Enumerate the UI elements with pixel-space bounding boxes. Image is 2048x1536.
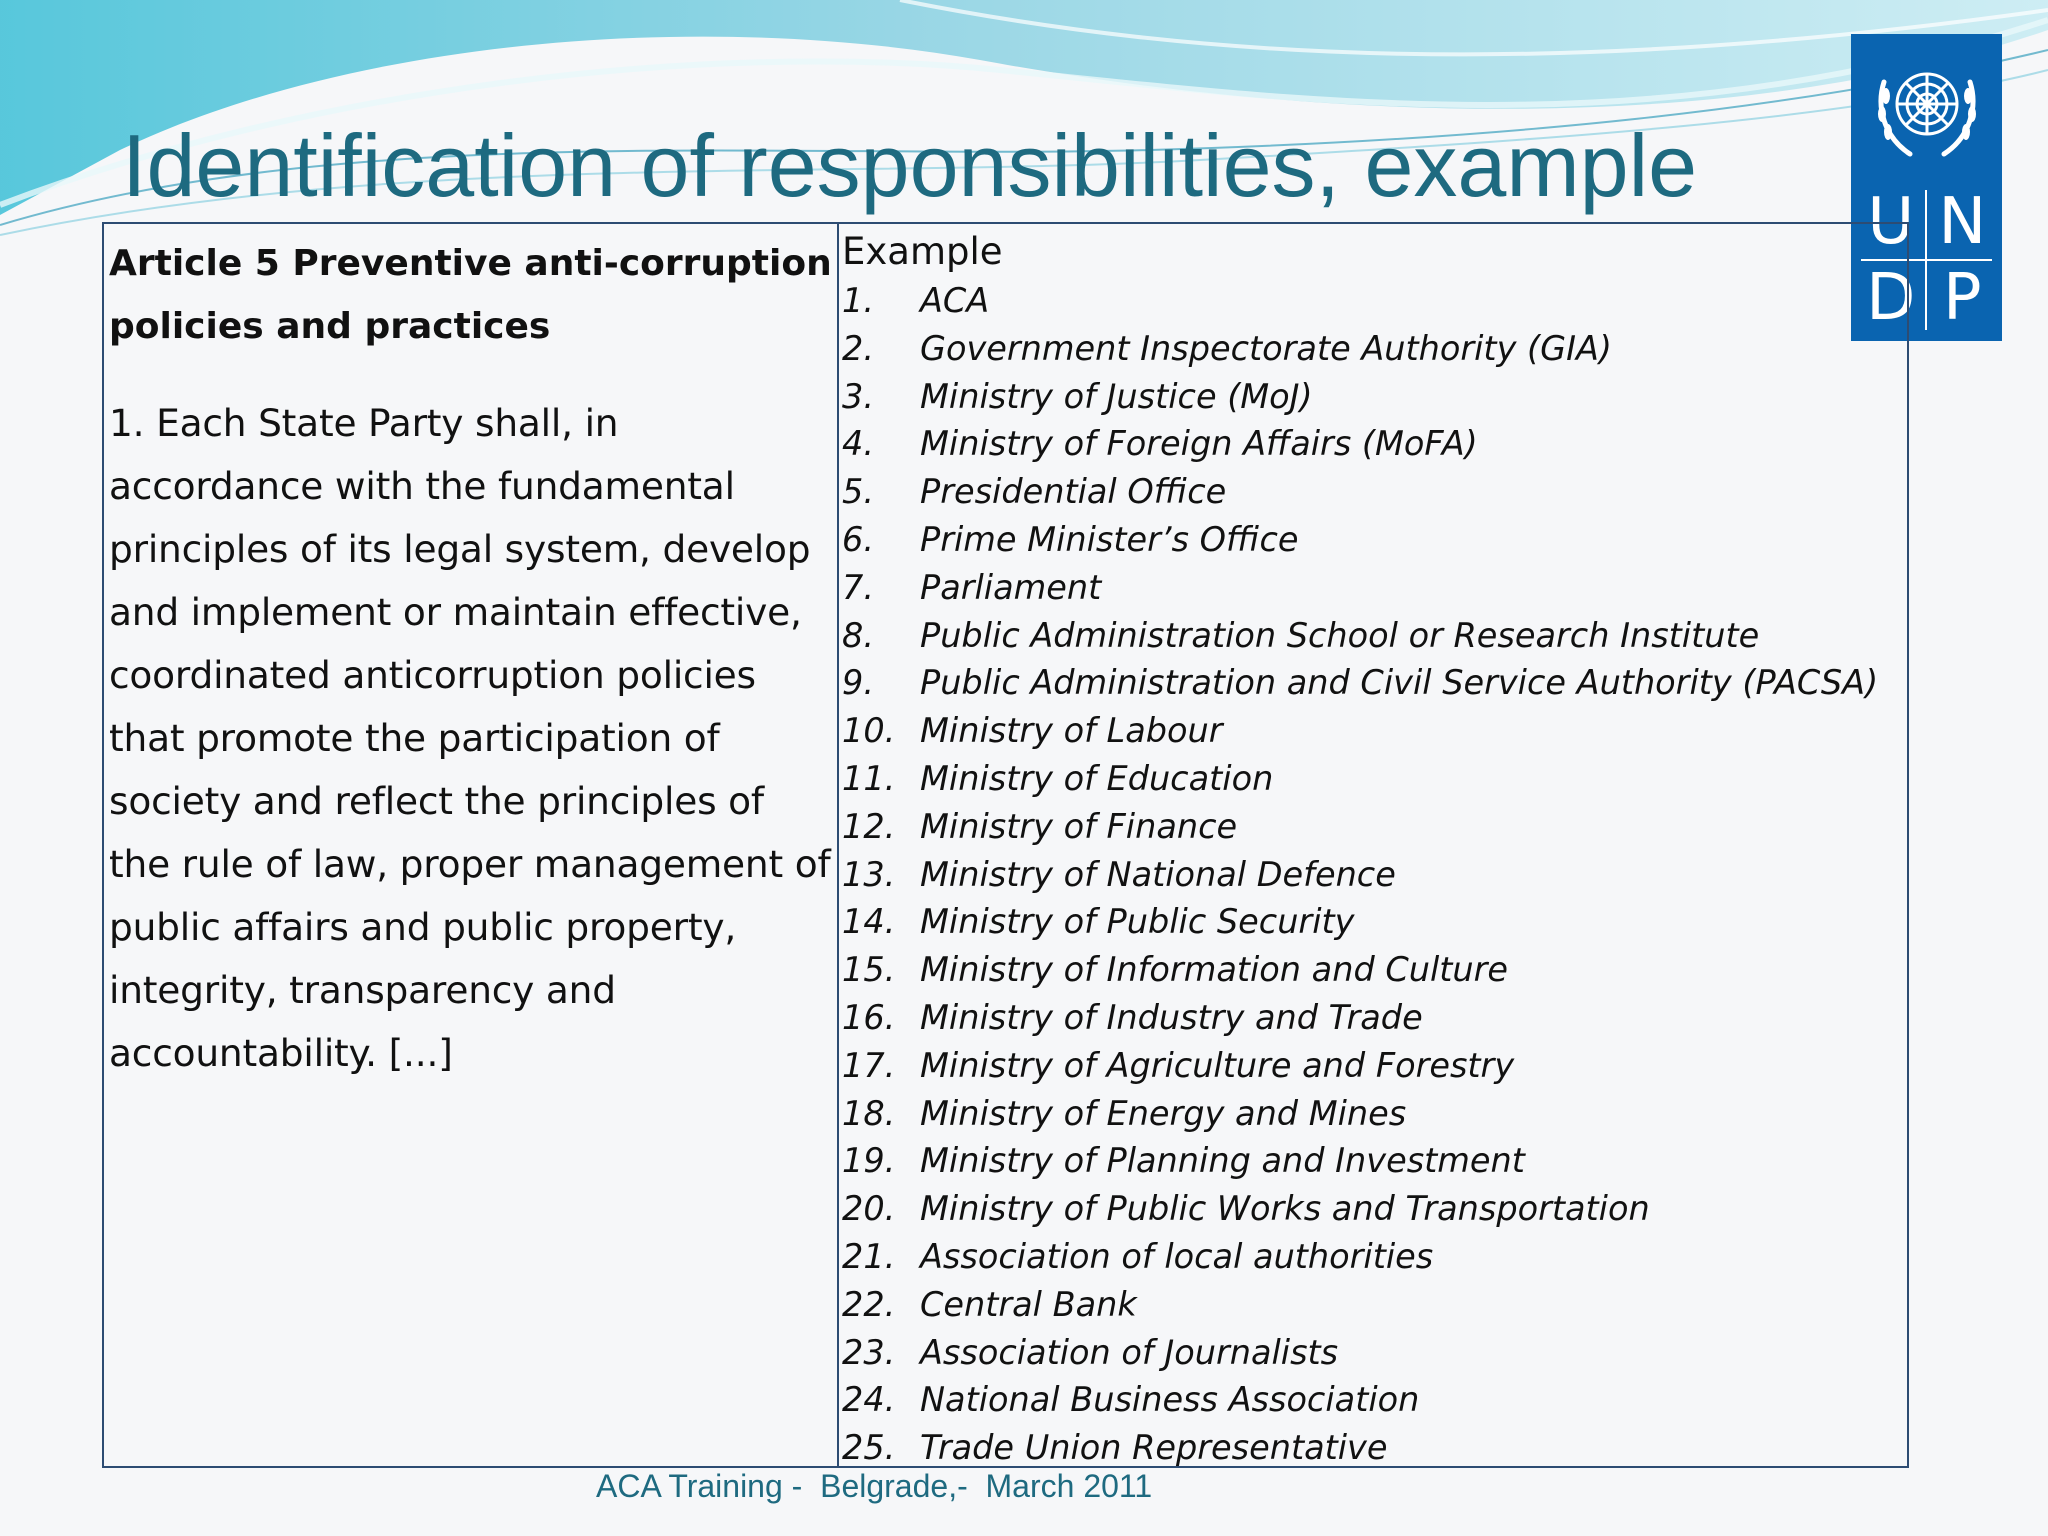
item-number: 13. [842,854,896,894]
item-text: Ministry of Public Works and Transportation [920,1189,1650,1229]
column-divider [837,224,839,1466]
list-item [842,1090,1902,1138]
item-text: Ministry of Agriculture and Forestry [920,1045,1515,1085]
item-number: 1. [842,281,874,320]
list-item [842,1042,1902,1090]
item-text: Ministry of Foreign Affairs (MoFA) [920,424,1478,464]
list-item [842,1329,1902,1377]
item-number: 25. [842,1428,896,1468]
list-item [842,755,1902,803]
un-emblem-icon [1870,52,1984,166]
item-text: Ministry of Finance [920,806,1238,846]
item-number: 14. [842,902,896,942]
list-item [842,612,1902,660]
item-number: 6. [842,519,874,559]
logo-letter-u: U [1867,185,1915,259]
item-number: 10. [842,711,896,751]
item-text: Public Administration and Civil Service Authority (PACSA) [920,663,1879,703]
list-item [842,1233,1902,1281]
item-number: 17. [842,1045,896,1085]
list-item [842,373,1902,421]
list-item [842,946,1902,994]
item-text: Central Bank [920,1284,1137,1324]
item-number: 7. [842,567,874,607]
item-text: Ministry of Labour [920,711,1223,751]
item-number: 9. [842,663,874,703]
article-body: 1. Each State Party shall, in accordance with the fundamental principles of its legal system, develop and implement or maintain effective, coordinated anticorruption policies that promote the participation of society and reflect the principles of the rule of law, proper management of public affairs and public property, integrity, transparency and accountability. [...] [109,401,831,1075]
item-number: 21. [842,1236,896,1276]
item-text: Ministry of Information and Culture [920,950,1509,990]
item-text: Public Administration School or Research Institute [920,615,1760,655]
item-number: 8. [842,615,874,655]
item-number: 19. [842,1141,896,1181]
article-heading: Article 5 Preventive anti-corruption policies and practices [109,243,832,347]
item-text: Ministry of Planning and Investment [920,1141,1525,1181]
item-number: 16. [842,997,896,1037]
list-item [842,659,1902,707]
logo-letter-p: P [1942,261,1982,335]
item-number: 5. [842,472,874,512]
list-item [842,468,1902,516]
list-item [842,1424,1902,1472]
list-item [842,1376,1902,1424]
list-item [842,707,1902,755]
slide-title: Identification of responsibilities, example [122,116,1698,215]
item-number: 24. [842,1380,896,1420]
item-number: 15. [842,950,896,990]
item-number: 18. [842,1093,896,1133]
item-text: ACA [920,281,990,320]
item-text: Ministry of Education [920,758,1274,798]
item-text: Ministry of Justice (MoJ) [920,376,1313,416]
item-number: 12. [842,806,896,846]
item-text: Association of local authorities [920,1236,1434,1276]
logo-letter-n: N [1938,185,1987,259]
item-number: 3. [842,376,874,416]
article-column [109,232,834,1085]
example-column [842,227,1902,1472]
list-item [842,564,1902,612]
example-heading: Example [842,230,1003,273]
item-text: Association of Journalists [920,1332,1339,1372]
item-number: 11. [842,758,896,798]
item-text: Ministry of Energy and Mines [920,1093,1407,1133]
list-item [842,516,1902,564]
item-number: 2. [842,328,874,368]
list-item [842,1137,1902,1185]
item-text: Prime Minister’s Office [920,519,1299,559]
item-number: 4. [842,424,874,464]
item-text: Government Inspectorate Authority (GIA) [920,328,1612,368]
slide-footer: ACA Training - Belgrade,- March 2011 [596,1468,1153,1504]
list-item [842,994,1902,1042]
list-item [842,803,1902,851]
item-text: Ministry of National Defence [920,854,1396,894]
list-item [842,1281,1902,1329]
item-text: Parliament [920,567,1102,607]
list-item [842,420,1902,468]
item-text: Trade Union Representative [920,1428,1388,1468]
item-number: 23. [842,1332,896,1372]
list-item [842,851,1902,899]
item-text: Ministry of Public Security [920,902,1355,942]
list-item [842,277,1902,325]
list-item [842,325,1902,373]
item-text: National Business Association [920,1380,1420,1420]
content-table [102,222,1909,1468]
item-number: 22. [842,1284,896,1324]
list-item [842,898,1902,946]
item-text: Presidential Office [920,472,1227,512]
item-text: Ministry of Industry and Trade [920,997,1423,1037]
logo-letter-d: D [1866,261,1916,335]
item-number: 20. [842,1189,896,1229]
example-list [842,277,1902,1472]
list-item [842,1185,1902,1233]
